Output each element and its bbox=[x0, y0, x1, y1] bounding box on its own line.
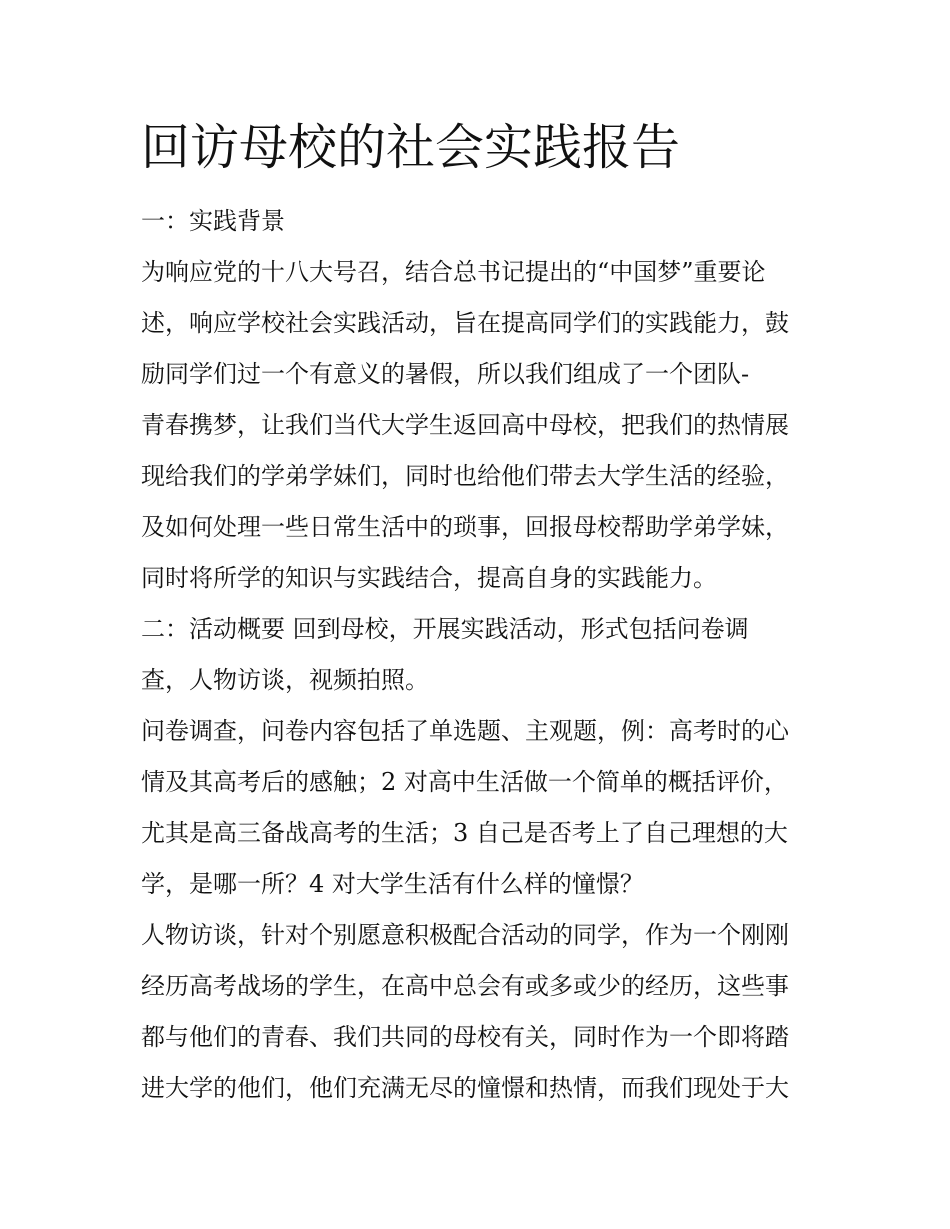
section-heading-overview: 二：活动概要 回到母校，开展实践活动，形式包括问卷调 bbox=[141, 615, 749, 643]
paragraph-line: 励同学们过一个有意义的暑假，所以我们组成了一个团队- bbox=[141, 360, 750, 388]
document-title: 回访母校的社会实践报告 bbox=[141, 119, 681, 176]
paragraph-line: 经历高考战场的学生，在高中总会有或多或少的经历，这些事 bbox=[141, 972, 789, 1000]
paragraph-line: 青春携梦，让我们当代大学生返回高中母校，把我们的热情展 bbox=[141, 411, 789, 439]
paragraph-line: 问卷调查，问卷内容包括了单选题、主观题，例：高考时的心 bbox=[141, 717, 789, 745]
paragraph-line: 进大学的他们，他们充满无尽的憧憬和热情，而我们现处于大 bbox=[141, 1074, 789, 1102]
paragraph-line: 都与他们的青春、我们共同的母校有关，同时作为一个即将踏 bbox=[141, 1023, 789, 1051]
paragraph-line: 同时将所学的知识与实践结合，提高自身的实践能力。 bbox=[141, 564, 717, 592]
paragraph-line: 尤其是高三备战高考的生活；3 自己是否考上了自己理想的大 bbox=[141, 819, 788, 847]
paragraph-line: 现给我们的学弟学妹们，同时也给他们带去大学生活的经验， bbox=[141, 462, 789, 490]
paragraph-line: 查，人物访谈，视频拍照。 bbox=[141, 666, 429, 694]
document-body bbox=[141, 196, 821, 1114]
paragraph-line: 为响应党的十八大号召，结合总书记提出的“中国梦”重要论 bbox=[141, 258, 766, 286]
paragraph-line: 及如何处理一些日常生活中的琐事，回报母校帮助学弟学妹， bbox=[141, 513, 789, 541]
paragraph-line: 学，是哪一所？4 对大学生活有什么样的憧憬？ bbox=[141, 870, 644, 898]
paragraph-line: 人物访谈，针对个别愿意积极配合活动的同学，作为一个刚刚 bbox=[141, 921, 789, 949]
section-heading-background: 一：实践背景 bbox=[141, 207, 285, 235]
paragraph-line: 情及其高考后的感触；2 对高中生活做一个简单的概括评价， bbox=[141, 768, 788, 796]
paragraph-line: 述，响应学校社会实践活动，旨在提高同学们的实践能力，鼓 bbox=[141, 309, 789, 337]
